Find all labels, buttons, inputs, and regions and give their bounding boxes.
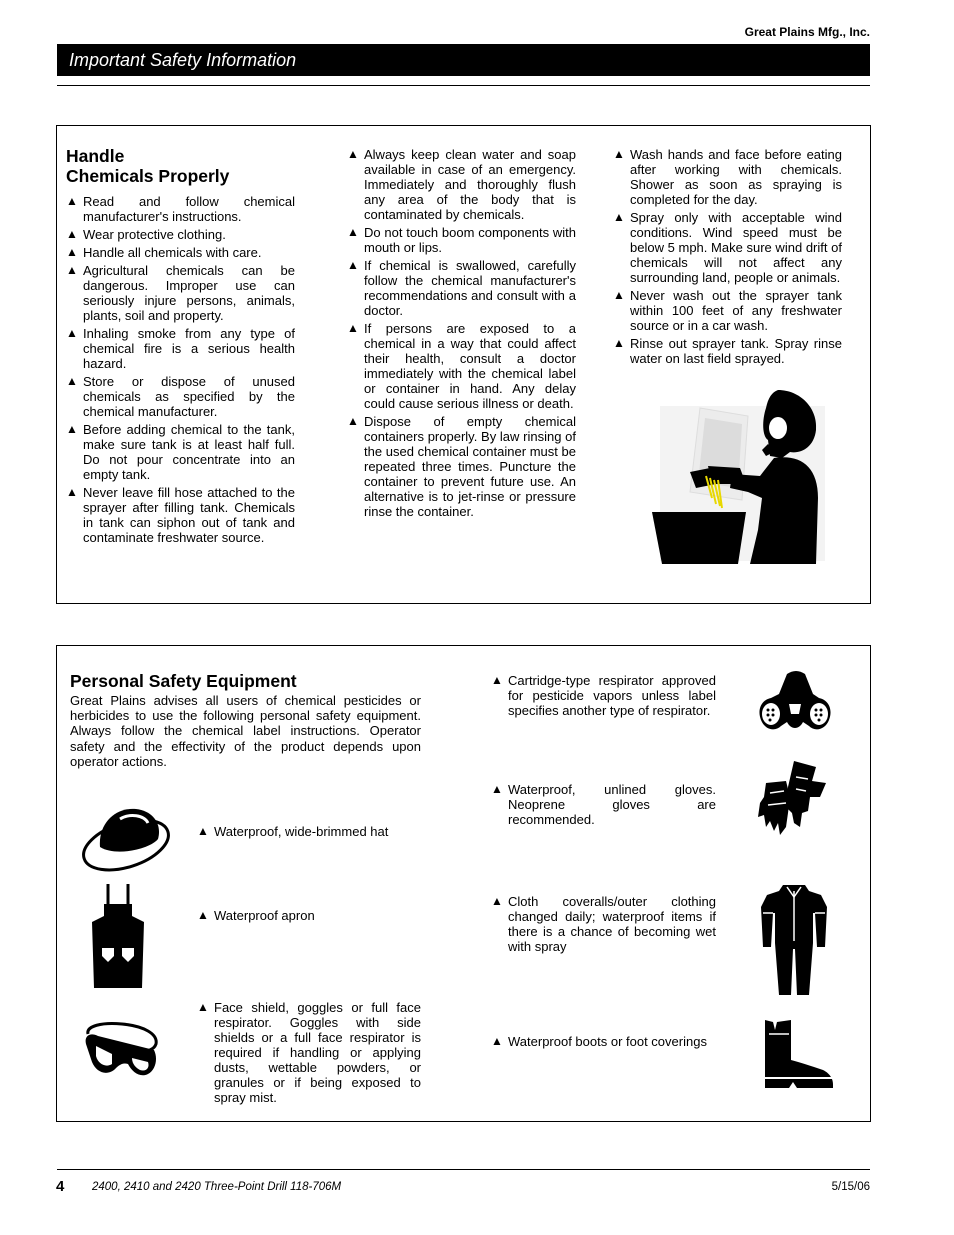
bullet-icon: ▲ bbox=[613, 210, 625, 224]
bullet-icon: ▲ bbox=[66, 245, 78, 259]
bullet-icon: ▲ bbox=[491, 673, 503, 687]
pse-coveralls-text: Cloth coveralls/outer clothing changed daily; waterproof items if there is a chance of becoming wet with spray bbox=[508, 894, 716, 954]
chemical-rule-item bbox=[66, 227, 295, 242]
boot-icon bbox=[761, 1018, 835, 1092]
chemical-rule-text: Wash hands and face before eating after working with chemicals. Shower as soon as spraying is completed for the day. bbox=[630, 147, 842, 207]
pse-item-goggles bbox=[197, 1000, 421, 1105]
bullet-icon: ▲ bbox=[66, 194, 78, 208]
banner-title: Important Safety Information bbox=[69, 50, 297, 70]
bullet-icon: ▲ bbox=[197, 908, 209, 922]
document-title: 2400, 2410 and 2420 Three-Point Drill 118-706M bbox=[92, 1181, 342, 1193]
chemicals-col-2 bbox=[347, 147, 576, 522]
chemical-rule-item bbox=[613, 147, 842, 207]
chemical-rule-text: Rinse out sprayer tank. Spray rinse water on last field sprayed. bbox=[630, 336, 842, 366]
bullet-icon: ▲ bbox=[66, 485, 78, 499]
bullet-icon: ▲ bbox=[347, 225, 359, 239]
bullet-icon: ▲ bbox=[491, 894, 503, 908]
chemical-rule-text: Read and follow chemical manufacturer's instructions. bbox=[83, 194, 295, 224]
chemical-rule-item bbox=[66, 263, 295, 323]
bullet-icon: ▲ bbox=[66, 326, 78, 340]
company-name: Great Plains Mfg., Inc. bbox=[744, 25, 870, 39]
bullet-icon: ▲ bbox=[347, 147, 359, 161]
chemical-rule-item bbox=[66, 422, 295, 482]
page-number: 4 bbox=[56, 1178, 65, 1195]
chemical-rule-text: If chemical is swallowed, carefully follow the chemical manufacturer's recommendations and consult with a doctor. bbox=[364, 258, 576, 318]
chemical-rule-item bbox=[66, 245, 295, 260]
chemical-rule-text: Wear protective clothing. bbox=[83, 227, 226, 242]
chemical-rule-text: Before adding chemical to the tank, make sure tank is at least half full. Do not pour concentrate into an empty tank. bbox=[83, 422, 295, 482]
chemicals-col-1 bbox=[66, 146, 295, 548]
chemical-rule-item bbox=[613, 288, 842, 333]
pse-intro: Great Plains advises all users of chemical pesticides or herbicides to use the following personal safety equipment. Always follow the chemical label instructions. Operator safety and the effectivity of the product depends upon operator actions. bbox=[70, 693, 421, 769]
hat-icon bbox=[80, 803, 172, 871]
document-date: 5/15/06 bbox=[831, 1181, 870, 1193]
bullet-icon: ▲ bbox=[66, 263, 78, 277]
bullet-icon: ▲ bbox=[347, 321, 359, 335]
bullet-icon: ▲ bbox=[347, 414, 359, 428]
chemical-rule-item bbox=[66, 326, 295, 371]
chemical-rule-text: Always keep clean water and soap available in case of an emergency. Immediately and thoroughly flush any area of the body that is contaminated by chemicals. bbox=[364, 147, 576, 222]
pse-item-boots bbox=[491, 1034, 716, 1049]
chemical-rule-item bbox=[66, 194, 295, 224]
chemical-rule-item bbox=[66, 374, 295, 419]
bullet-icon: ▲ bbox=[66, 227, 78, 241]
pse-item-coveralls bbox=[491, 894, 716, 954]
bullet-icon: ▲ bbox=[197, 1000, 209, 1014]
pse-goggles-text: Face shield, goggles or full face respirator. Goggles with side shields or a full face respirator is required if handling or applying dusts, wettable powders, or granules or if being exposed to spray mist. bbox=[214, 1000, 421, 1105]
respirator-icon bbox=[757, 670, 833, 734]
bullet-icon: ▲ bbox=[613, 288, 625, 302]
chemical-rule-item bbox=[347, 147, 576, 222]
bullet-icon: ▲ bbox=[613, 336, 625, 350]
gloves-icon bbox=[756, 757, 832, 837]
chemical-rule-text: Inhaling smoke from any type of chemical fire is a serious health hazard. bbox=[83, 326, 295, 371]
pse-item-gloves bbox=[491, 782, 716, 827]
pse-hat-text: Waterproof, wide-brimmed hat bbox=[214, 824, 389, 839]
chemical-rule-item bbox=[347, 258, 576, 318]
section-banner bbox=[57, 44, 870, 76]
bullet-icon: ▲ bbox=[613, 147, 625, 161]
coveralls-icon bbox=[759, 883, 829, 997]
footer-rule bbox=[57, 1169, 870, 1170]
person-mixing-chemicals-illustration bbox=[650, 388, 825, 568]
bullet-icon: ▲ bbox=[66, 422, 78, 436]
chemical-rule-item bbox=[66, 485, 295, 545]
bullet-icon: ▲ bbox=[491, 782, 503, 796]
pse-item-apron bbox=[197, 908, 424, 923]
chemicals-title-line1: Handle bbox=[66, 146, 125, 166]
chemical-rule-item bbox=[613, 210, 842, 285]
chemical-rule-item bbox=[347, 225, 576, 255]
bullet-icon: ▲ bbox=[66, 374, 78, 388]
chemical-rule-text: Dispose of empty chemical containers properly. By law rinsing of the used chemical container must be repeated three times. Puncture the container to prevent future use. An alternative is to jet-rinse or pressure rinse the container. bbox=[364, 414, 576, 519]
chemical-rule-text: If persons are exposed to a chemical in a way that could affect their health, consult a doctor immediately with the chemical label or container in hand. Any delay could cause serious illness or death. bbox=[364, 321, 576, 411]
pse-boots-text: Waterproof boots or foot coverings bbox=[508, 1034, 707, 1049]
chemicals-title bbox=[66, 146, 295, 186]
pse-item-hat bbox=[197, 824, 424, 839]
pse-intro-block bbox=[70, 671, 421, 769]
chemical-rule-text: Do not touch boom components with mouth or lips. bbox=[364, 225, 576, 255]
chemical-rule-item bbox=[347, 414, 576, 519]
chemicals-title-line2: Chemicals Properly bbox=[66, 166, 230, 186]
chemical-rule-text: Handle all chemicals with care. bbox=[83, 245, 262, 260]
chemical-rule-item bbox=[347, 321, 576, 411]
chemical-rule-text: Agricultural chemicals can be dangerous. Improper use can seriously injure persons, animals, plants, soil and property. bbox=[83, 263, 295, 323]
pse-title: Personal Safety Equipment bbox=[70, 671, 297, 691]
chemical-rule-text: Spray only with acceptable wind conditions. Wind speed must be below 5 mph. Make sure wind drift of chemicals will not affect any surrounding land, people or animals. bbox=[630, 210, 842, 285]
pse-apron-text: Waterproof apron bbox=[214, 908, 315, 923]
chemicals-col-3 bbox=[613, 147, 842, 369]
goggles-icon bbox=[82, 1020, 160, 1080]
bullet-icon: ▲ bbox=[491, 1034, 503, 1048]
bullet-icon: ▲ bbox=[347, 258, 359, 272]
pse-gloves-text: Waterproof, unlined gloves. Neoprene gloves are recommended. bbox=[508, 782, 716, 827]
header-rule bbox=[57, 85, 870, 86]
pse-respirator-text: Cartridge-type respirator approved for pesticide vapors unless label specifies another type of respirator. bbox=[508, 673, 716, 718]
chemical-rule-text: Never leave fill hose attached to the sprayer after filling tank. Chemicals in tank can siphon out of tank and contaminate freshwater source. bbox=[83, 485, 295, 545]
chemical-rule-text: Store or dispose of unused chemicals as specified by the chemical manufacturer. bbox=[83, 374, 295, 419]
pse-item-respirator bbox=[491, 673, 716, 718]
bullet-icon: ▲ bbox=[197, 824, 209, 838]
chemical-rule-text: Never wash out the sprayer tank within 100 feet of any freshwater source or in a car wash. bbox=[630, 288, 842, 333]
chemical-rule-item bbox=[613, 336, 842, 366]
apron-icon bbox=[90, 882, 146, 990]
